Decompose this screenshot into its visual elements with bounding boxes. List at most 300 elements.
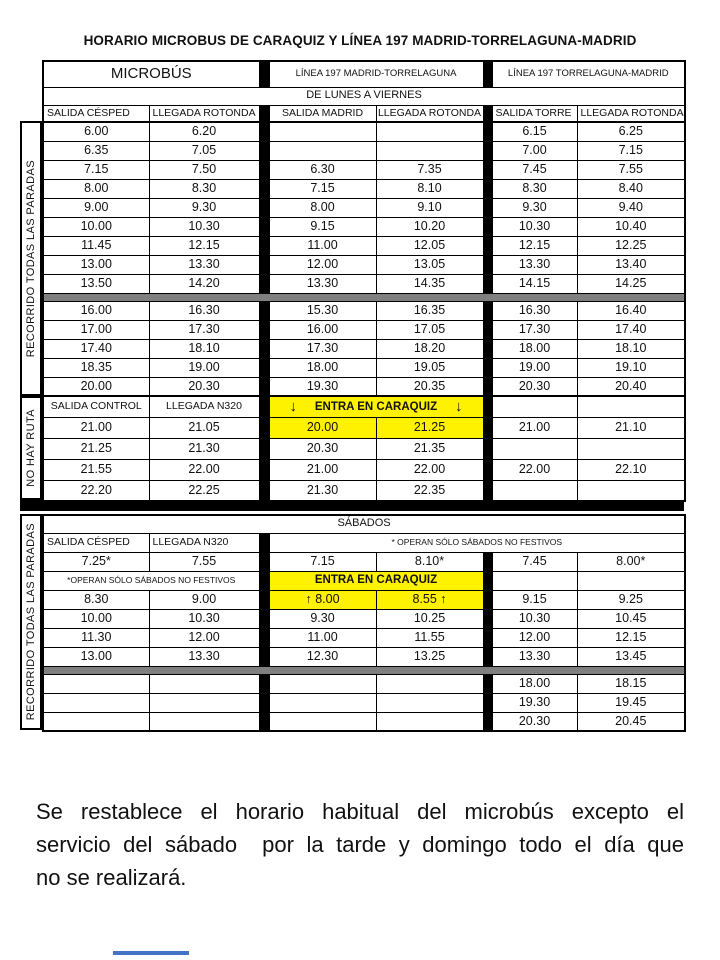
time-cell: 9.40 — [577, 198, 685, 217]
time-cell: 13.40 — [577, 255, 685, 274]
time-cell: 7.15 — [577, 141, 685, 160]
time-cell: 22.00 — [376, 459, 483, 480]
column-divider — [259, 301, 269, 320]
page-title: HORARIO MICROBUS DE CARAQUIZ Y LÍNEA 197 MADRID-TORRELAGUNA-MADRID — [83, 33, 637, 48]
table-row — [43, 179, 685, 198]
time-cell: 6.20 — [149, 122, 259, 141]
time-cell: 6.00 — [43, 122, 149, 141]
table-row — [43, 480, 685, 501]
column-divider — [483, 358, 492, 377]
time-cell — [376, 693, 483, 712]
time-cell: 8.00 — [269, 198, 376, 217]
time-cell: 19.30 — [269, 377, 376, 396]
column-divider — [259, 339, 269, 358]
time-cell: 20.30 — [492, 712, 577, 731]
time-cell — [492, 480, 577, 501]
time-cell: 22.35 — [376, 480, 483, 501]
table-row — [43, 609, 685, 628]
column-divider — [483, 628, 492, 647]
time-cell: 10.00 — [43, 217, 149, 236]
column-divider — [483, 377, 492, 396]
saturday-late-rows — [43, 674, 685, 731]
time-cell: 16.30 — [149, 301, 259, 320]
column-divider — [259, 571, 269, 590]
time-cell: 6.35 — [43, 141, 149, 160]
evening-header-row — [43, 396, 685, 417]
table-row — [43, 160, 685, 179]
caraquiz-banner-label: ENTRA EN CARAQUIZ — [314, 400, 438, 413]
time-cell: 21.00 — [43, 417, 149, 438]
col-header-llegada-rotonda-2: LLEGADA ROTONDA — [376, 105, 483, 122]
time-cell: 9.30 — [492, 198, 577, 217]
column-divider — [259, 320, 269, 339]
empty-cell — [492, 396, 577, 417]
weekday-separator — [43, 293, 685, 301]
column-divider — [483, 105, 492, 122]
time-cell: 21.00 — [269, 459, 376, 480]
table-row — [43, 693, 685, 712]
column-divider — [483, 417, 492, 438]
column-divider — [259, 712, 269, 731]
time-cell — [269, 693, 376, 712]
empty-cell — [492, 571, 577, 590]
column-divider — [483, 339, 492, 358]
time-cell: 8.00 — [43, 179, 149, 198]
column-divider — [259, 61, 269, 87]
time-cell: 13.45 — [577, 647, 685, 666]
weekday-title-row — [43, 87, 685, 105]
time-cell: 18.35 — [43, 358, 149, 377]
saturday-table — [42, 514, 686, 732]
time-cell: 22.00 — [492, 459, 577, 480]
saturday-banner-row — [43, 571, 685, 590]
time-cell — [43, 712, 149, 731]
time-cell: 20.30 — [492, 377, 577, 396]
time-cell: 13.30 — [149, 255, 259, 274]
evening-header — [43, 396, 685, 417]
column-divider — [483, 609, 492, 628]
weekday-section-title: DE LUNES A VIERNES — [43, 87, 685, 105]
time-cell: 12.05 — [376, 236, 483, 255]
column-divider — [259, 141, 269, 160]
time-cell: 13.00 — [43, 255, 149, 274]
time-cell: 9.00 — [149, 590, 259, 609]
time-cell: 9.15 — [269, 217, 376, 236]
time-cell: 7.15 — [269, 179, 376, 198]
table-row — [43, 647, 685, 666]
time-cell: 8.55 ↑ — [376, 590, 483, 609]
column-divider — [259, 358, 269, 377]
column-divider — [259, 674, 269, 693]
footer-note-line: no se realizará. — [36, 865, 187, 890]
blue-underline — [113, 951, 189, 955]
saturday-mid-rows — [43, 590, 685, 666]
time-cell: 7.25* — [43, 552, 149, 571]
sidebar-weekday — [20, 121, 42, 396]
sidebar-weekday-label: RECORRIDO TODAS LAS PARADAS — [25, 159, 37, 358]
time-cell: 22.20 — [43, 480, 149, 501]
weekday-morning-rows — [43, 122, 685, 293]
time-cell: 10.30 — [492, 609, 577, 628]
table-row — [43, 674, 685, 693]
col-header-salida-cesped-sat: SALIDA CÉSPED — [43, 533, 149, 552]
time-cell: 19.10 — [577, 358, 685, 377]
time-cell: 10.40 — [577, 217, 685, 236]
col-header-llegada-n320: LLEGADA N320 — [149, 396, 259, 417]
time-cell: 7.00 — [492, 141, 577, 160]
column-divider — [259, 552, 269, 571]
sidebar-saturday — [20, 514, 42, 730]
time-cell — [269, 712, 376, 731]
time-cell: 19.00 — [492, 358, 577, 377]
column-divider — [483, 122, 492, 141]
column-divider — [259, 693, 269, 712]
column-divider — [483, 590, 492, 609]
column-divider — [483, 274, 492, 293]
time-cell: 21.00 — [492, 417, 577, 438]
time-cell: 14.25 — [577, 274, 685, 293]
time-cell: 19.00 — [149, 358, 259, 377]
sidebar-saturday-label: RECORRIDO TODAS LAS PARADAS — [25, 523, 37, 721]
time-cell: 21.30 — [149, 438, 259, 459]
time-cell: 22.00 — [149, 459, 259, 480]
column-divider — [483, 480, 492, 501]
column-divider — [483, 61, 492, 87]
saturday-header-row — [43, 533, 685, 552]
weekday-afternoon-rows — [43, 301, 685, 396]
group-microbus: MICROBÚS — [43, 61, 259, 87]
time-cell: 12.30 — [269, 647, 376, 666]
time-cell — [149, 693, 259, 712]
time-cell: 8.40 — [577, 179, 685, 198]
col-header-llegada-n320-sat: LLEGADA N320 — [149, 533, 259, 552]
time-cell: 7.50 — [149, 160, 259, 179]
saturday-note-left: *OPERAN SÓLO SÁBADOS NO FESTIVOS — [43, 571, 259, 590]
time-cell: 13.00 — [43, 647, 149, 666]
time-cell: 15.30 — [269, 301, 376, 320]
evening-rows — [43, 417, 685, 501]
column-divider — [483, 198, 492, 217]
column-divider — [259, 105, 269, 122]
caraquiz-banner-content — [270, 399, 483, 414]
time-cell: 20.40 — [577, 377, 685, 396]
down-arrow-icon: ↓ — [455, 398, 463, 416]
time-cell: 12.25 — [577, 236, 685, 255]
sidebar-evening — [20, 396, 42, 500]
column-divider — [259, 198, 269, 217]
saturday-note-right: * OPERAN SÓLO SÁBADOS NO FESTIVOS — [269, 533, 685, 552]
time-cell: 17.40 — [43, 339, 149, 358]
col-header-salida-cesped: SALIDA CÉSPED — [43, 105, 149, 122]
column-divider — [483, 141, 492, 160]
time-cell: 11.30 — [43, 628, 149, 647]
saturday-section — [42, 514, 686, 732]
table-row — [43, 236, 685, 255]
weekday-table — [42, 121, 686, 397]
column-divider — [483, 459, 492, 480]
time-cell: ↑ 8.00 — [269, 590, 376, 609]
time-cell: 16.40 — [577, 301, 685, 320]
down-arrow-icon: ↓ — [289, 398, 297, 416]
time-cell: 19.05 — [376, 358, 483, 377]
column-divider — [259, 122, 269, 141]
time-cell: 22.25 — [149, 480, 259, 501]
time-cell: 8.30 — [492, 179, 577, 198]
saturday-title-row — [43, 515, 685, 533]
col-header-salida-control: SALIDA CONTROL — [43, 396, 149, 417]
column-divider — [483, 674, 492, 693]
column-divider — [259, 179, 269, 198]
column-divider — [259, 647, 269, 666]
time-cell: 21.05 — [149, 417, 259, 438]
time-cell: 13.05 — [376, 255, 483, 274]
group-linea-madrid-torrelaguna: LÍNEA 197 MADRID-TORRELAGUNA — [269, 61, 483, 87]
table-row — [43, 255, 685, 274]
caraquiz-banner — [269, 396, 483, 417]
table-row — [43, 320, 685, 339]
time-cell: 10.45 — [577, 609, 685, 628]
time-cell: 16.30 — [492, 301, 577, 320]
separator-bar — [43, 293, 685, 301]
time-cell: 13.30 — [492, 255, 577, 274]
time-cell: 12.00 — [149, 628, 259, 647]
time-cell: 10.30 — [149, 609, 259, 628]
time-cell: 21.10 — [577, 417, 685, 438]
footer-note — [36, 795, 684, 894]
footer-note-line: servicio del sábado por la tarde y domingo todo el día que — [36, 832, 684, 857]
time-cell: 7.55 — [577, 160, 685, 179]
time-cell: 13.30 — [492, 647, 577, 666]
time-cell: 7.15 — [269, 552, 376, 571]
time-cell — [376, 141, 483, 160]
table-row — [43, 552, 685, 571]
col-header-salida-torre: SALIDA TORRE — [492, 105, 577, 122]
time-cell: 11.45 — [43, 236, 149, 255]
table-row — [43, 339, 685, 358]
time-cell: 18.00 — [269, 358, 376, 377]
caraquiz-banner-saturday: ENTRA EN CARAQUIZ — [269, 571, 483, 590]
time-cell: 17.40 — [577, 320, 685, 339]
column-divider — [483, 552, 492, 571]
column-divider — [259, 628, 269, 647]
column-divider — [483, 571, 492, 590]
time-cell — [43, 693, 149, 712]
saturday-section-title: SÁBADOS — [43, 515, 685, 533]
column-divider — [483, 438, 492, 459]
time-cell: 16.00 — [269, 320, 376, 339]
sidebar-evening-label: NO HAY RUTA — [25, 409, 37, 487]
time-cell: 21.35 — [376, 438, 483, 459]
time-cell: 14.20 — [149, 274, 259, 293]
time-cell: 17.30 — [269, 339, 376, 358]
time-cell: 16.00 — [43, 301, 149, 320]
time-cell: 8.10* — [376, 552, 483, 571]
time-cell: 13.30 — [149, 647, 259, 666]
time-cell: 9.15 — [492, 590, 577, 609]
time-cell: 20.00 — [269, 417, 376, 438]
evening-table — [42, 395, 686, 502]
separator-row — [43, 666, 685, 674]
table-row — [43, 377, 685, 396]
column-header-row — [43, 105, 685, 122]
separator-row — [43, 293, 685, 301]
table-row — [43, 358, 685, 377]
time-cell: 12.00 — [492, 628, 577, 647]
time-cell: 17.30 — [149, 320, 259, 339]
time-cell: 13.25 — [376, 647, 483, 666]
time-cell: 13.50 — [43, 274, 149, 293]
time-cell: 14.35 — [376, 274, 483, 293]
time-cell: 10.20 — [376, 217, 483, 236]
time-cell: 12.15 — [492, 236, 577, 255]
column-divider — [483, 647, 492, 666]
section-divider-bar — [20, 500, 684, 511]
time-cell: 18.15 — [577, 674, 685, 693]
time-cell: 10.30 — [149, 217, 259, 236]
column-divider — [483, 396, 492, 417]
time-cell: 12.00 — [269, 255, 376, 274]
time-cell: 8.10 — [376, 179, 483, 198]
time-cell: 18.20 — [376, 339, 483, 358]
time-cell: 6.25 — [577, 122, 685, 141]
time-cell: 20.30 — [269, 438, 376, 459]
column-divider — [483, 236, 492, 255]
column-divider — [259, 217, 269, 236]
header-table — [42, 60, 686, 123]
time-cell: 18.10 — [577, 339, 685, 358]
time-cell: 21.25 — [376, 417, 483, 438]
time-cell: 10.25 — [376, 609, 483, 628]
table-row — [43, 712, 685, 731]
column-divider — [483, 301, 492, 320]
time-cell — [269, 122, 376, 141]
column-divider — [259, 590, 269, 609]
time-cell — [269, 674, 376, 693]
column-divider — [483, 693, 492, 712]
time-cell: 20.30 — [149, 377, 259, 396]
column-divider — [483, 217, 492, 236]
table-row — [43, 301, 685, 320]
column-divider — [259, 236, 269, 255]
column-divider — [259, 438, 269, 459]
weekday-section — [42, 121, 686, 397]
column-divider — [259, 274, 269, 293]
time-cell: 10.00 — [43, 609, 149, 628]
column-divider — [259, 609, 269, 628]
table-row — [43, 141, 685, 160]
table-row — [43, 590, 685, 609]
time-cell: 17.05 — [376, 320, 483, 339]
time-cell: 9.10 — [376, 198, 483, 217]
time-cell: 8.30 — [149, 179, 259, 198]
column-divider — [259, 459, 269, 480]
time-cell: 8.00* — [577, 552, 685, 571]
time-cell: 20.35 — [376, 377, 483, 396]
table-row — [43, 217, 685, 236]
column-divider — [483, 160, 492, 179]
column-divider — [259, 396, 269, 417]
time-cell: 21.25 — [43, 438, 149, 459]
time-cell: 21.30 — [269, 480, 376, 501]
time-cell: 16.35 — [376, 301, 483, 320]
column-divider — [483, 179, 492, 198]
table-row — [43, 198, 685, 217]
evening-section — [42, 395, 686, 502]
saturday-separator — [43, 666, 685, 674]
column-divider — [259, 160, 269, 179]
time-cell: 6.15 — [492, 122, 577, 141]
column-divider — [259, 533, 269, 552]
time-cell: 7.35 — [376, 160, 483, 179]
time-cell: 20.00 — [43, 377, 149, 396]
time-cell: 9.30 — [269, 609, 376, 628]
separator-bar — [43, 666, 685, 674]
time-cell: 9.25 — [577, 590, 685, 609]
time-cell: 12.15 — [577, 628, 685, 647]
time-cell: 22.10 — [577, 459, 685, 480]
time-cell: 7.55 — [149, 552, 259, 571]
time-cell: 10.30 — [492, 217, 577, 236]
time-cell: 18.00 — [492, 339, 577, 358]
column-divider — [259, 480, 269, 501]
column-divider — [259, 377, 269, 396]
col-header-salida-madrid: SALIDA MADRID — [269, 105, 376, 122]
time-cell: 18.00 — [492, 674, 577, 693]
empty-cell — [577, 571, 685, 590]
column-divider — [483, 255, 492, 274]
col-header-llegada-rotonda-3: LLEGADA ROTONDA — [577, 105, 685, 122]
table-row — [43, 274, 685, 293]
time-cell: 21.55 — [43, 459, 149, 480]
group-header-row — [43, 61, 685, 87]
saturday-early-rows — [43, 552, 685, 571]
time-cell: 6.30 — [269, 160, 376, 179]
time-cell — [269, 141, 376, 160]
column-divider — [259, 417, 269, 438]
time-cell: 9.00 — [43, 198, 149, 217]
time-cell — [376, 674, 483, 693]
empty-cell — [577, 396, 685, 417]
footer-note-line: Se restablece el horario habitual del microbús excepto el — [36, 799, 684, 824]
time-cell — [149, 674, 259, 693]
time-cell: 7.45 — [492, 552, 577, 571]
table-row — [43, 438, 685, 459]
group-linea-torrelaguna-madrid: LÍNEA 197 TORRELAGUNA-MADRID — [492, 61, 685, 87]
time-cell: 17.00 — [43, 320, 149, 339]
time-cell: 7.05 — [149, 141, 259, 160]
time-cell: 17.30 — [492, 320, 577, 339]
table-row — [43, 459, 685, 480]
time-cell — [149, 712, 259, 731]
time-cell: 11.00 — [269, 236, 376, 255]
time-cell: 12.15 — [149, 236, 259, 255]
time-cell: 14.15 — [492, 274, 577, 293]
time-cell: 9.30 — [149, 198, 259, 217]
time-cell — [577, 480, 685, 501]
time-cell: 7.15 — [43, 160, 149, 179]
time-cell — [492, 438, 577, 459]
table-row — [43, 628, 685, 647]
time-cell: 19.30 — [492, 693, 577, 712]
header-section — [42, 60, 686, 123]
saturday-banner-section — [43, 571, 685, 590]
time-cell — [577, 438, 685, 459]
time-cell: 20.45 — [577, 712, 685, 731]
saturday-header — [43, 515, 685, 552]
col-header-llegada-rotonda: LLEGADA ROTONDA — [149, 105, 259, 122]
header-rows — [43, 61, 685, 122]
time-cell — [376, 122, 483, 141]
